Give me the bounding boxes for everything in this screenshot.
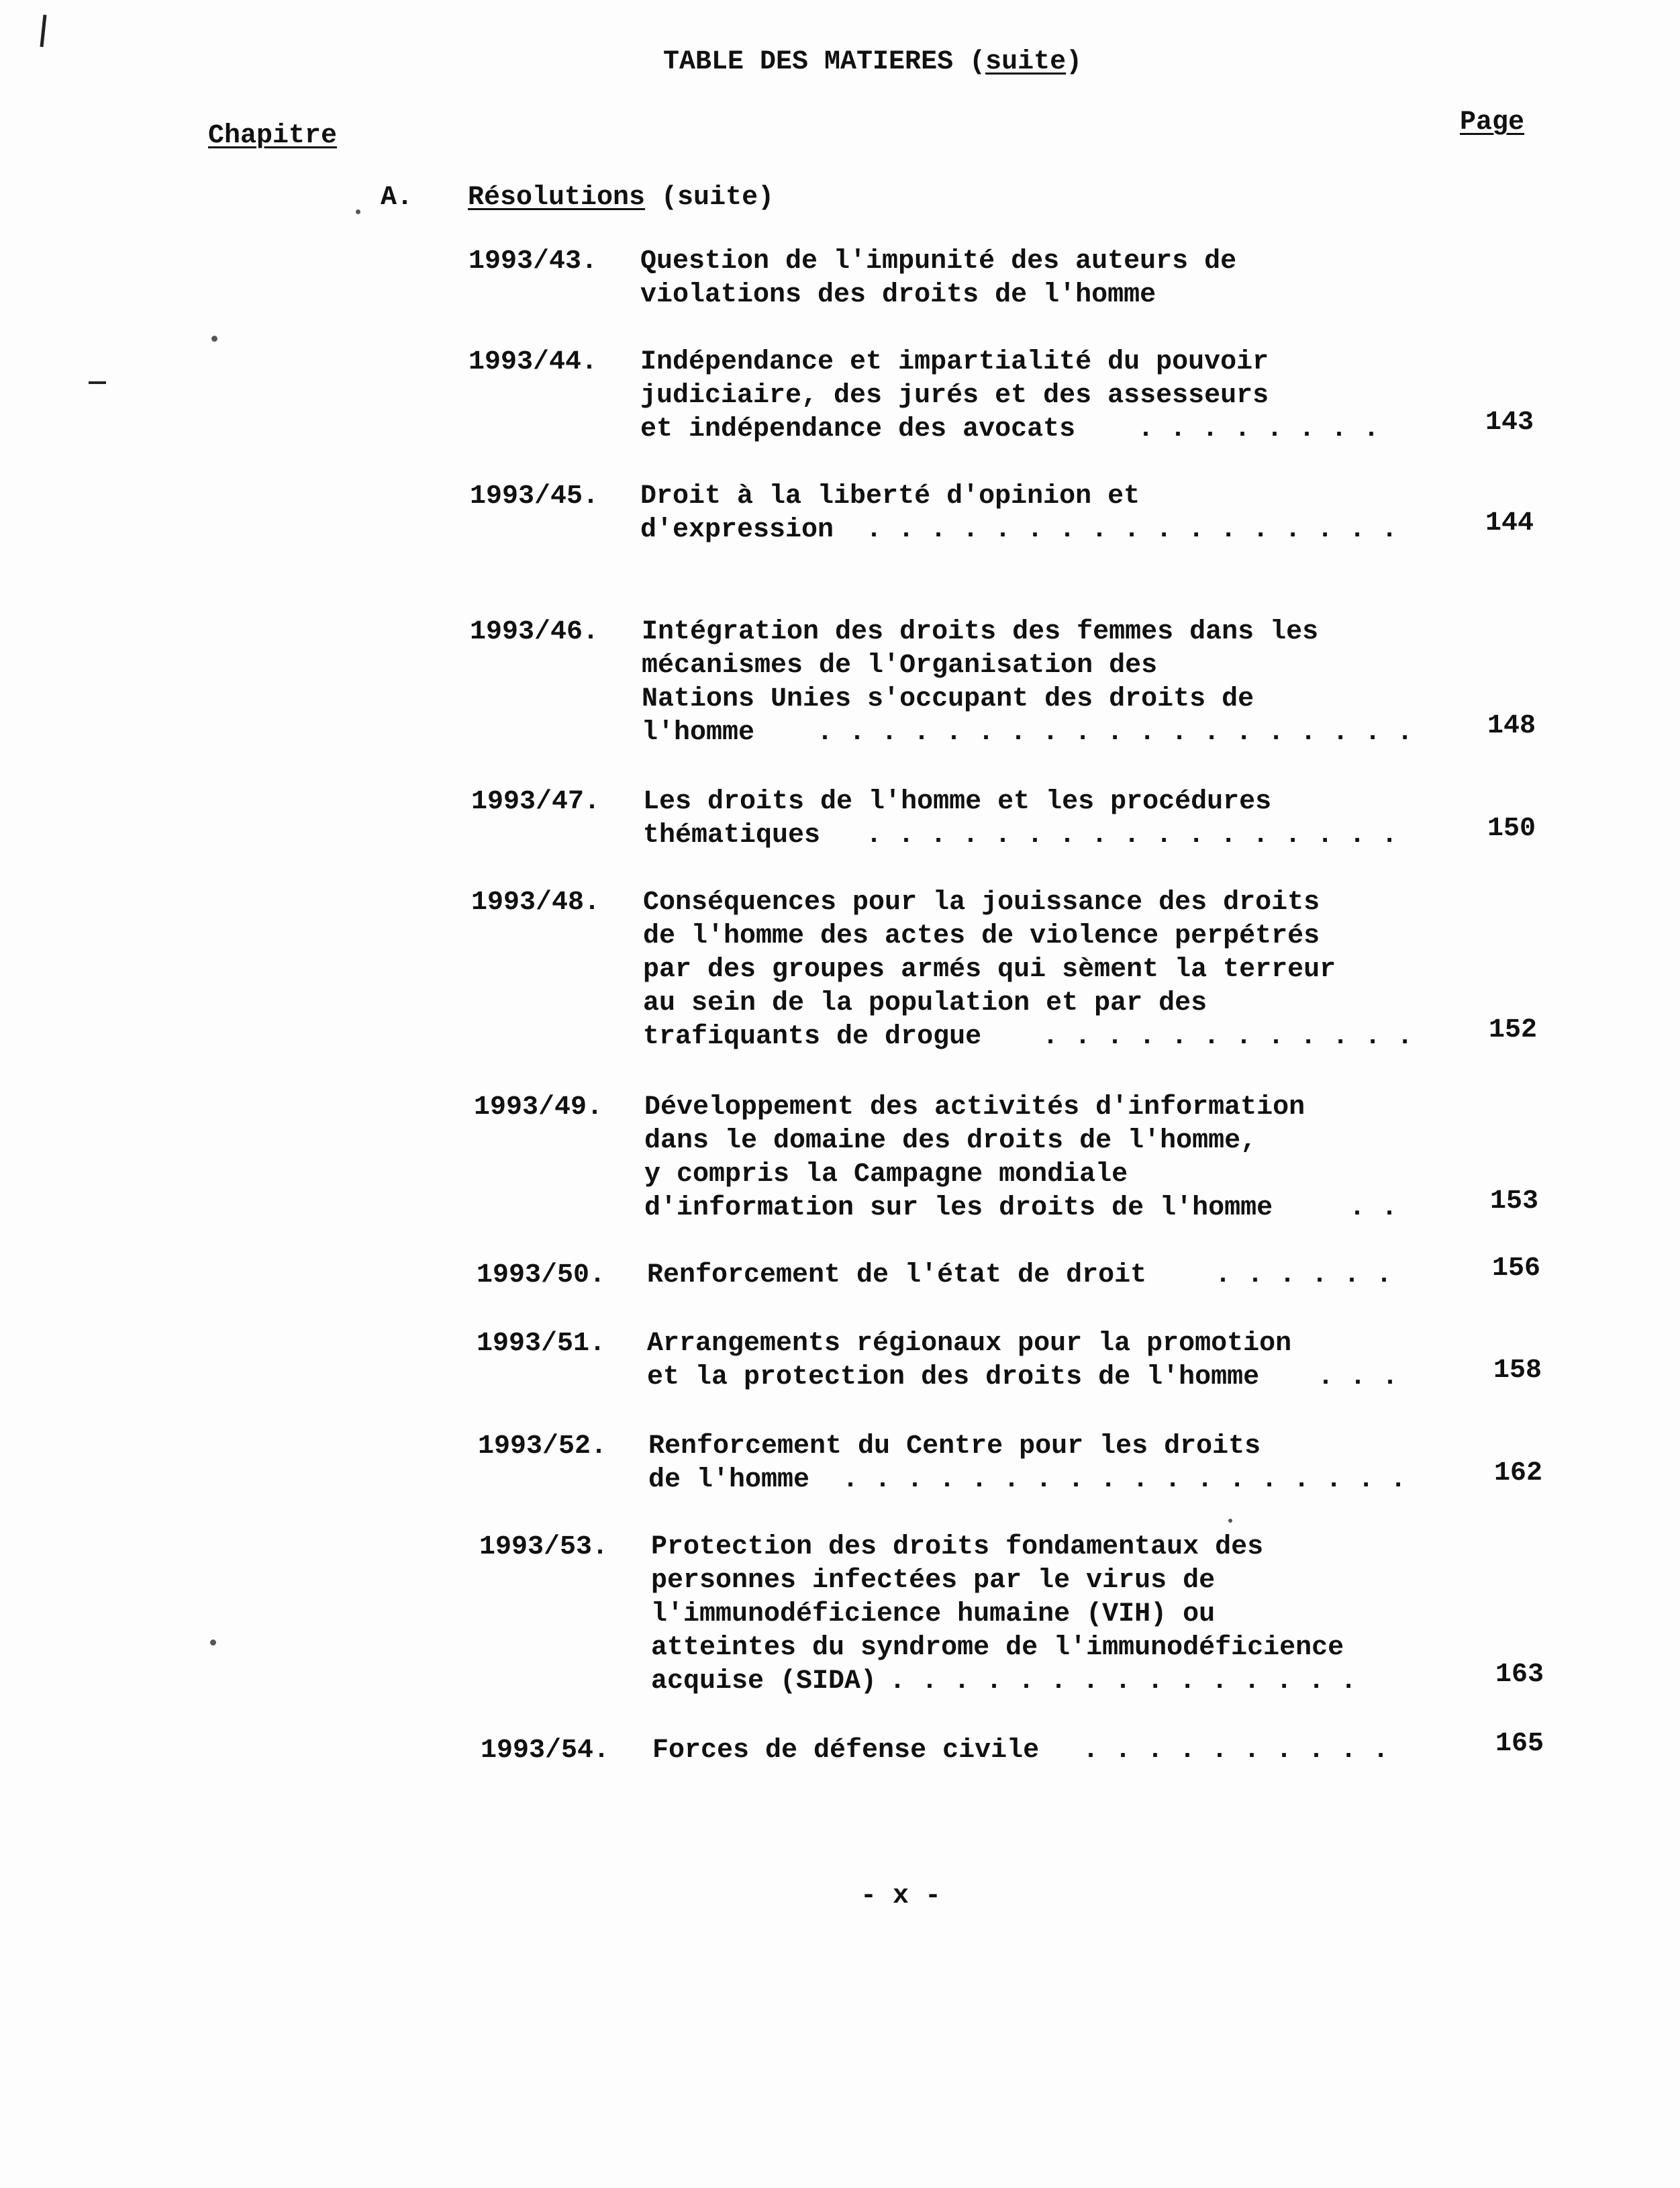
- section-title-suffix: (suite): [645, 183, 775, 213]
- resolution-number: 1993/50.: [477, 1260, 606, 1290]
- dot-leader: . . . . . . . . . . . . . . . . .: [866, 820, 1398, 851]
- column-header-chapitre: Chapitre: [208, 121, 338, 151]
- resolution-title-line: personnes infectées par le virus de: [651, 1566, 1216, 1596]
- dot-leader: . . . . . . . .: [1138, 414, 1380, 444]
- resolution-title-line: Protection des droits fondamentaux des: [651, 1532, 1264, 1562]
- resolution-title-line: Renforcement de l'état de droit: [647, 1260, 1147, 1290]
- resolution-title-line: Droit à la liberté d'opinion et: [640, 481, 1140, 512]
- dot-leader: . . . . . . . . . . . . . . .: [889, 1666, 1357, 1697]
- resolution-number: 1993/53.: [479, 1532, 609, 1562]
- resolution-title-line: au sein de la population et par des: [643, 988, 1207, 1018]
- page-reference: 156: [1491, 1253, 1540, 1284]
- section-title: Résolutions: [468, 183, 646, 213]
- resolution-title-line: l'immunodéficience humaine (VIH) ou: [651, 1599, 1216, 1629]
- page-reference: 148: [1487, 711, 1536, 741]
- resolution-number: 1993/52.: [478, 1431, 607, 1462]
- title-suite: suite: [985, 47, 1067, 77]
- resolution-title-line: thématiques: [643, 820, 821, 851]
- resolution-title: [640, 245, 1236, 312]
- resolution-title-line: de l'homme des actes de violence perpétrés: [643, 921, 1320, 951]
- resolution-title-line: Nations Unies s'occupant des droits de: [642, 684, 1254, 714]
- page-reference: 152: [1488, 1015, 1537, 1045]
- page-title: [663, 46, 1082, 79]
- resolution-title-line: Intégration des droits des femmes dans les: [642, 617, 1319, 647]
- section-heading: [468, 181, 774, 215]
- resolution-number: 1993/45.: [470, 481, 599, 512]
- dot-leader: . . . . . . . . . .: [1083, 1735, 1389, 1766]
- scan-speck: [356, 209, 360, 214]
- resolution-title-line: Renforcement du Centre pour les droits: [648, 1431, 1261, 1462]
- page-reference: 158: [1493, 1355, 1542, 1386]
- resolution-number: 1993/51.: [477, 1329, 606, 1359]
- resolution-title-line: violations des droits de l'homme: [640, 280, 1156, 310]
- resolution-title-line: d'expression: [640, 515, 834, 545]
- dot-leader: . . . . . . . . . . . . . . . . . .: [842, 1465, 1407, 1495]
- page-reference: 143: [1485, 408, 1534, 438]
- title-suffix: ): [1066, 47, 1083, 77]
- resolution-title-line: Forces de défense civile: [652, 1735, 1040, 1766]
- resolution-title-line: Arrangements régionaux pour la promotion: [647, 1329, 1292, 1359]
- page-number-footer: - x -: [860, 1881, 942, 1911]
- resolution-title-line: trafiquants de drogue: [643, 1022, 982, 1052]
- scan-mark: [89, 381, 106, 384]
- dot-leader: . .: [1349, 1193, 1398, 1223]
- title-prefix: TABLE DES MATIERES (: [663, 47, 986, 77]
- resolution-title-line: par des groupes armés qui sèment la terreur: [643, 955, 1336, 985]
- resolution-title: [647, 1327, 1291, 1394]
- page-reference: 153: [1489, 1186, 1538, 1217]
- dot-leader: . . .: [1318, 1362, 1399, 1392]
- resolution-title-line: y compris la Campagne mondiale: [644, 1159, 1128, 1190]
- dot-leader: . . . . . . . . . . . . . . . . .: [866, 515, 1398, 545]
- resolution-title-line: mécanismes de l'Organisation des: [642, 651, 1158, 681]
- scan-speck: [211, 336, 217, 342]
- page-reference: 150: [1487, 814, 1536, 844]
- resolution-number: 1993/48.: [471, 888, 601, 918]
- dot-leader: . . . . . . . . . . . . . . . . . . .: [817, 718, 1414, 748]
- resolution-title: [644, 1091, 1305, 1225]
- resolution-title-line: de l'homme: [648, 1465, 810, 1495]
- resolution-title-line: Indépendance et impartialité du pouvoir: [640, 347, 1269, 377]
- resolution-number: 1993/44.: [468, 347, 598, 377]
- resolution-title: [652, 1734, 1039, 1768]
- page-reference: 162: [1493, 1458, 1542, 1488]
- resolution-title-line: judiciaire, des jurés et des assesseurs: [640, 381, 1269, 411]
- section-letter: A.: [381, 183, 413, 213]
- resolution-title-line: et indépendance des avocats: [640, 414, 1076, 444]
- resolution-number: 1993/49.: [474, 1092, 603, 1123]
- page-reference: 165: [1495, 1729, 1544, 1759]
- resolution-number: 1993/47.: [471, 787, 601, 817]
- resolution-title-line: Conséquences pour la jouissance des droits: [643, 888, 1320, 918]
- resolution-title-line: Développement des activités d'information: [644, 1092, 1305, 1123]
- page-reference: 163: [1495, 1660, 1544, 1690]
- resolution-title-line: et la protection des droits de l'homme: [647, 1362, 1260, 1392]
- resolution-number: 1993/43.: [468, 246, 598, 277]
- resolution-title-line: dans le domaine des droits de l'homme,: [644, 1126, 1257, 1156]
- page-reference: 144: [1485, 508, 1534, 538]
- resolution-number: 1993/54.: [481, 1735, 610, 1766]
- resolution-title-line: acquise (SIDA): [651, 1666, 877, 1697]
- resolution-title-line: Question de l'impunité des auteurs de: [640, 246, 1237, 277]
- scan-speck: [1228, 1519, 1232, 1523]
- resolution-title-line: l'homme: [642, 718, 755, 748]
- resolution-title-line: atteintes du syndrome de l'immunodéficience: [651, 1633, 1344, 1663]
- dot-leader: . . . . . . . . . . . .: [1042, 1022, 1414, 1052]
- resolution-number: 1993/46.: [470, 617, 599, 647]
- scan-mark: [40, 15, 47, 47]
- resolution-title-line: Les droits de l'homme et les procédures: [643, 787, 1272, 817]
- resolution-title-line: d'information sur les droits de l'homme: [644, 1193, 1273, 1223]
- resolution-title: [647, 1259, 1146, 1292]
- scan-speck: [210, 1639, 216, 1646]
- column-header-page: Page: [1460, 107, 1525, 138]
- dot-leader: . . . . . .: [1215, 1260, 1393, 1290]
